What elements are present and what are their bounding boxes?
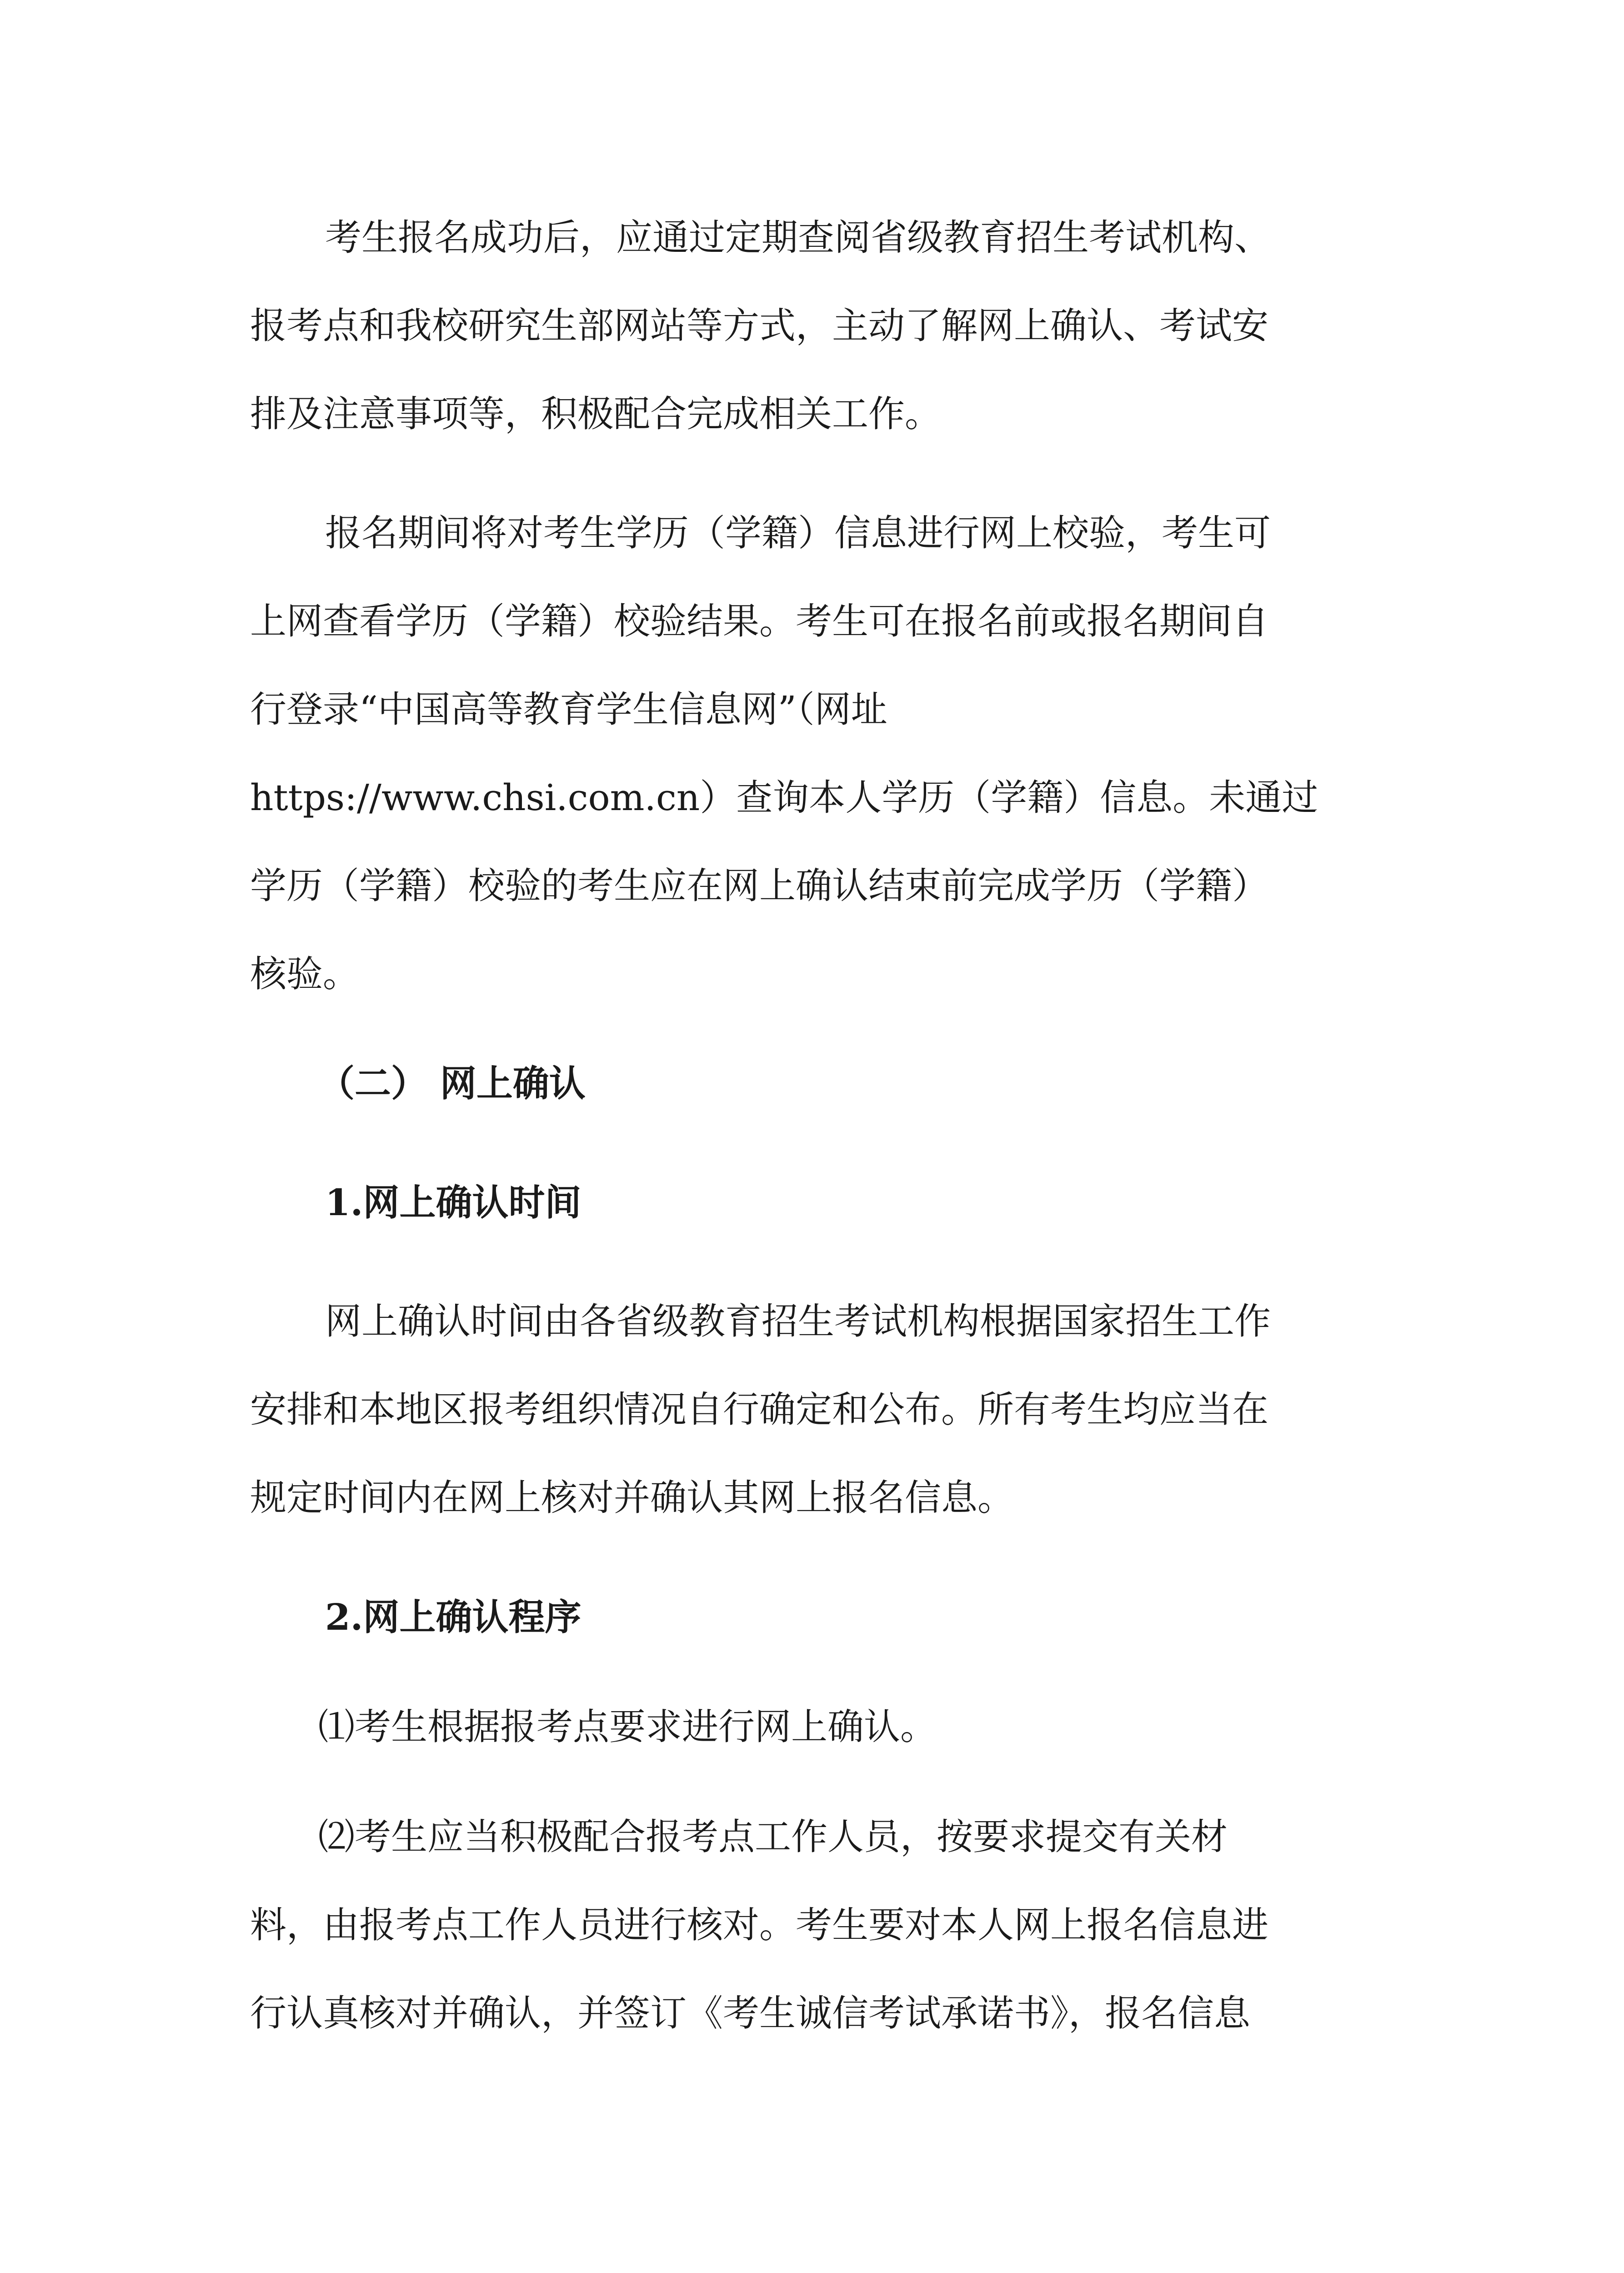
list-item-2-line-2: 料，由报考点工作人员进行核对。考生要对本人网上报名信息进 — [250, 1904, 1268, 1946]
paragraph-2-line-3: 行登录“中国高等教育学生信息网”（网址 — [250, 688, 887, 731]
subheading-confirmation-procedure: 2.网上确认程序 — [325, 1596, 581, 1638]
paragraph-3-line-1: 网上确认时间由各省级教育招生考试机构根据国家招生工作 — [325, 1300, 1271, 1342]
paragraph-3-line-3: 规定时间内在网上核对并确认其网上报名信息。 — [250, 1477, 1014, 1519]
paragraph-2-line-2: 上网查看学历（学籍）校验结果。考生可在报名前或报名期间自 — [250, 600, 1268, 642]
section-heading: （二） 网上确认 — [318, 1062, 586, 1105]
paragraph-1-line-3: 排及注意事项等，积极配合完成相关工作。 — [250, 393, 941, 435]
list-item-2-line-1: ⑵考生应当积极配合报考点工作人员，按要求提交有关材 — [318, 1816, 1228, 1858]
paragraph-2-line-4: https://www.chsi.com.cn）查询本人学历（学籍）信息。未通过 — [250, 776, 1318, 819]
subheading-confirmation-time: 1.网上确认时间 — [325, 1181, 581, 1224]
paragraph-2-line-5: 学历（学籍）校验的考生应在网上确认结束前完成学历（学籍） — [250, 865, 1268, 907]
paragraph-3-line-2: 安排和本地区报考组织情况自行确定和公布。所有考生均应当在 — [250, 1388, 1268, 1431]
paragraph-1-line-1: 考生报名成功后，应通过定期查阅省级教育招生考试机构、 — [325, 216, 1271, 259]
paragraph-1-line-2: 报考点和我校研究生部网站等方式，主动了解网上确认、考试安 — [250, 305, 1268, 347]
list-item-1: ⑴考生根据报考点要求进行网上确认。 — [318, 1706, 937, 1748]
paragraph-2-line-6: 核验。 — [250, 953, 359, 995]
paragraph-2-line-1: 报名期间将对考生学历（学籍）信息进行网上校验，考生可 — [325, 512, 1271, 554]
list-item-2-line-3: 行认真核对并确认，并签订《考生诚信考试承诺书》，报名信息 — [250, 1992, 1250, 2034]
